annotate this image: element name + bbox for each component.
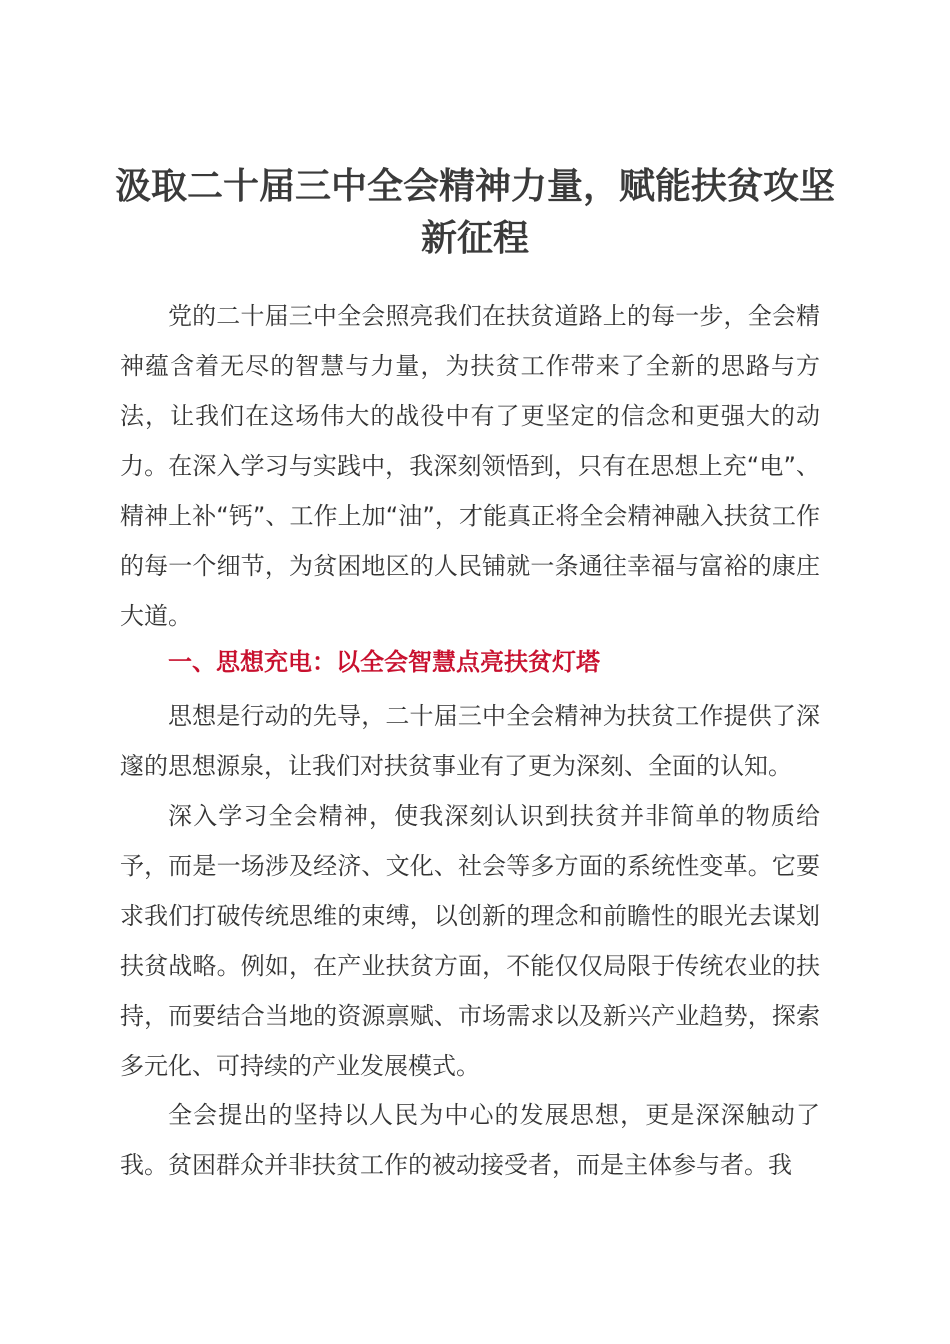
body-paragraph: 全会提出的坚持以人民为中心的发展思想，更是深深触动了我。贫困群众并非扶贫工作的被动接受者，而是主体参与者。我 [120,1101,820,1179]
body-paragraph: 思想是行动的先导，二十届三中全会精神为扶贫工作提供了深邃的思想源泉，让我们对扶贫事业有了更为深刻、全面的认知。 [120,702,820,780]
body-paragraph: 深入学习全会精神，使我深刻认识到扶贫并非简单的物质给予，而是一场涉及经济、文化、社会等多方面的系统性变革。它要求我们打破传统思维的束缚，以创新的理念和前瞻性的眼光去谋划扶贫战略。例如，在产业扶贫方面，不能仅仅局限于传统农业的扶持，而要结合当地的资源禀赋、市场需求以及新兴产业趋势，探索多元化、可持续的产业发展模式。 [120,802,820,1080]
document-title: 汲取二十届三中全会精神力量，赋能扶贫攻坚新征程 [114,165,835,259]
section-heading: 一、思想充电：以全会智慧点亮扶贫灯塔 [168,648,600,676]
intro-paragraph: 党的二十届三中全会照亮我们在扶贫道路上的每一步，全会精神蕴含着无尽的智慧与力量，为扶贫工作带来了全新的思路与方法，让我们在这场伟大的战役中有了更坚定的信念和更强大的动力。在深入学习与实践中，我深刻领悟到，只有在思想上充“电”、精神上补“钙”、工作上加“油”，才能真正将全会精神融入扶贫工作的每一个细节，为贫困地区的人民铺就一条通往幸福与富裕的康庄大道。 [120,302,820,630]
